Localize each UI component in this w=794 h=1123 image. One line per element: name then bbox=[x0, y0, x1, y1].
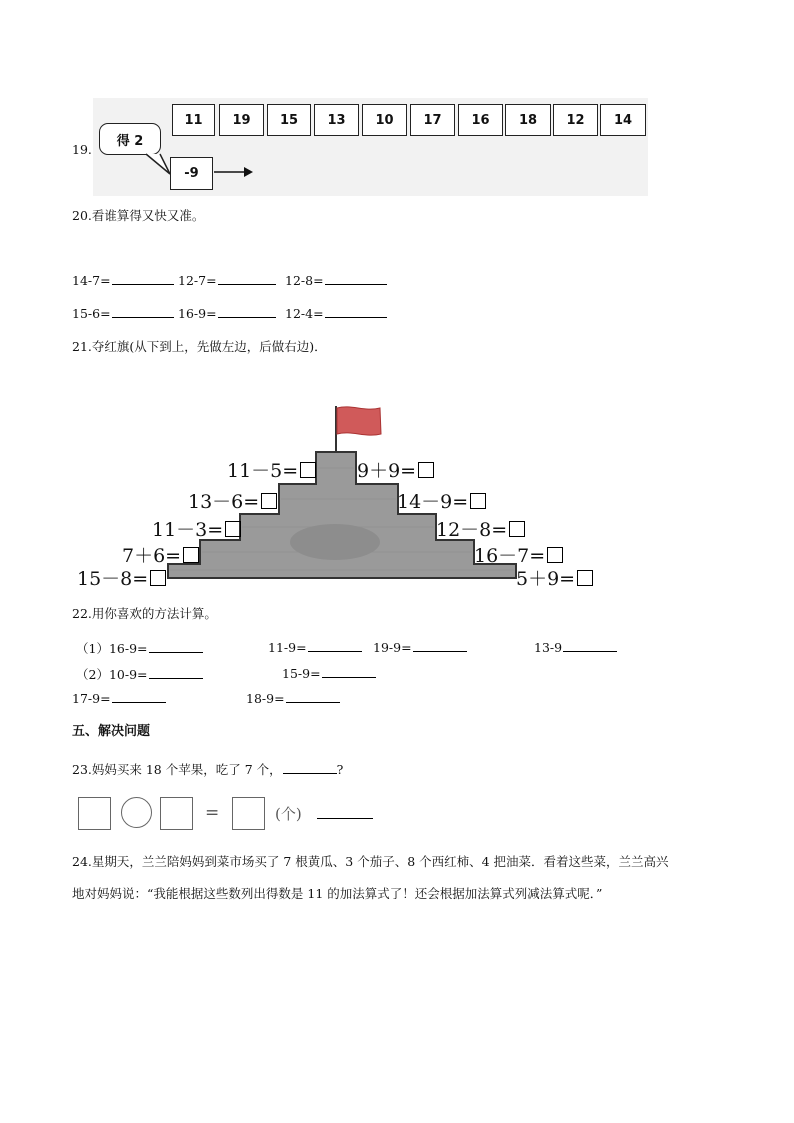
q19-number-box: 11 bbox=[172, 104, 215, 136]
q19-number-box: 13 bbox=[314, 104, 359, 136]
q21-right-equation: 5＋9= bbox=[516, 564, 593, 591]
answer-box[interactable] bbox=[160, 797, 193, 830]
q21-right-equation: 12－8= bbox=[436, 515, 525, 542]
q22-title: 22.用你喜欢的方法计算。 bbox=[72, 606, 217, 621]
answer-blank[interactable] bbox=[317, 818, 373, 819]
q22-problem: 15-9= bbox=[282, 665, 376, 681]
q21-left-equation: 11－3= bbox=[152, 515, 241, 542]
q21-right-equation: 14－9= bbox=[397, 487, 486, 514]
answer-box[interactable] bbox=[78, 797, 111, 830]
q19-number-box: 10 bbox=[362, 104, 407, 136]
q20-problem: 12-7= bbox=[178, 272, 276, 288]
q19-number-box: 14 bbox=[600, 104, 646, 136]
q19-number-box: 16 bbox=[458, 104, 503, 136]
q21-left-equation: 7＋6= bbox=[122, 541, 199, 568]
q21-left-equation: 15－8= bbox=[77, 564, 166, 591]
q24-line-2: 地对妈妈说：“我能根据这些数列出得数是 11 的加法算式了！还会根据加法算式列减法算式呢．” bbox=[72, 886, 603, 901]
answer-box[interactable] bbox=[261, 493, 277, 509]
q20-problem: 12-8= bbox=[285, 272, 387, 288]
answer-box[interactable] bbox=[183, 547, 199, 563]
section-heading: 五、解决问题 bbox=[72, 724, 151, 739]
unit-label: (个) bbox=[275, 805, 302, 823]
q20-problem: 16-9= bbox=[178, 305, 276, 321]
q22-problem: 18-9= bbox=[246, 690, 340, 706]
q20-title: 20.看谁算得又快又准。 bbox=[72, 208, 205, 223]
q21-right-equation: 16－7= bbox=[474, 541, 563, 568]
q19-number-box: 18 bbox=[505, 104, 551, 136]
q19-number-box: 19 bbox=[219, 104, 264, 136]
answer-box[interactable] bbox=[232, 797, 265, 830]
q20-problem: 12-4= bbox=[285, 305, 387, 321]
q22-problem: 19-9= bbox=[373, 639, 467, 655]
q19-speech-bubble: 得 2 bbox=[99, 123, 161, 155]
operator-circle[interactable] bbox=[121, 797, 152, 828]
answer-box[interactable] bbox=[470, 493, 486, 509]
q24-line-1: 24.星期天，兰兰陪妈妈到菜市场买了 7 根黄瓜、3 个茄子、8 个西红柿、4 把油菜．看着这些菜，兰兰高兴 bbox=[72, 854, 669, 869]
q19-number: 19. bbox=[72, 142, 92, 157]
q21-left-equation: 11－5= bbox=[227, 456, 316, 483]
q19-operator-box: -9 bbox=[170, 157, 213, 190]
answer-box[interactable] bbox=[150, 570, 166, 586]
q22-problem: （2）10-9= bbox=[76, 665, 203, 683]
q22-problem: （1）16-9= bbox=[76, 639, 203, 657]
answer-box[interactable] bbox=[509, 521, 525, 537]
q19-number-box: 12 bbox=[553, 104, 598, 136]
q22-problem: 11-9= bbox=[268, 639, 362, 655]
equals-sign: = bbox=[205, 803, 220, 823]
q23-question: 23.妈妈买来 18 个苹果，吃了 7 个， ? bbox=[72, 762, 344, 777]
q20-problem: 14-7= bbox=[72, 272, 174, 288]
answer-box[interactable] bbox=[225, 521, 241, 537]
q20-problem: 15-6= bbox=[72, 305, 174, 321]
q21-right-equation: 9＋9= bbox=[357, 456, 434, 483]
answer-box[interactable] bbox=[547, 547, 563, 563]
answer-box[interactable] bbox=[418, 462, 434, 478]
q19-number-box: 15 bbox=[267, 104, 311, 136]
answer-box[interactable] bbox=[300, 462, 316, 478]
q21-title: 21.夺红旗(从下到上，先做左边，后做右边)． bbox=[72, 339, 327, 354]
q19-number-box: 17 bbox=[410, 104, 455, 136]
answer-box[interactable] bbox=[577, 570, 593, 586]
q21-left-equation: 13－6= bbox=[188, 487, 277, 514]
q22-problem: 17-9= bbox=[72, 690, 166, 706]
q22-problem: 13-9 bbox=[534, 639, 617, 655]
